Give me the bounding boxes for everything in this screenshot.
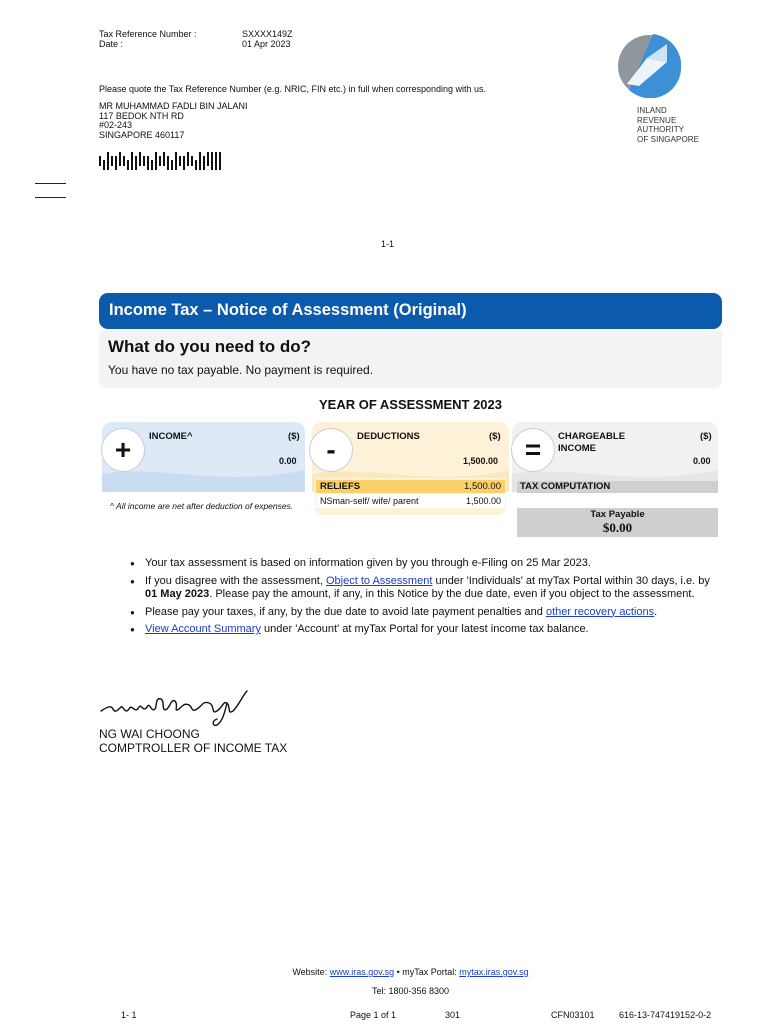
- income-amount: 0.00: [279, 456, 297, 466]
- list-item: [130, 623, 725, 637]
- website-label: Website:: [292, 967, 328, 977]
- mailing-address: [99, 102, 248, 140]
- other-recovery-actions-link[interactable]: other recovery actions: [545, 605, 655, 618]
- chargeable-income-label: [558, 431, 625, 455]
- tax-payable-label: Tax Payable: [590, 509, 645, 520]
- quote-note: Please quote the Tax Reference Number (e.g. NRIC, FIN etc.) in full when corresponding with us.: [99, 84, 487, 94]
- equals-icon: =: [511, 428, 555, 472]
- form-code: CFN03101: [551, 1010, 595, 1020]
- note-text: Your tax assessment is based on information given by you through e-Filing on 25 Mar 2023.: [145, 557, 591, 569]
- deductions-amount: 1,500.00: [463, 456, 499, 466]
- signatory-title: COMPTROLLER OF INCOME TAX: [99, 741, 288, 755]
- income-footnote: ^ All income are net after deduction of expenses.: [110, 501, 294, 511]
- page-reference: 1-1: [381, 239, 395, 249]
- signatory-name: NG WAI CHOONG: [99, 727, 200, 741]
- page-number: Page 1 of 1: [350, 1010, 397, 1020]
- footer-links: [99, 967, 722, 977]
- note-text: If you disagree with the assessment,: [145, 574, 323, 587]
- list-item: [130, 557, 725, 571]
- relief-item: [316, 494, 505, 508]
- deductions-label: DEDUCTIONS: [357, 431, 420, 442]
- footer-telephone: Tel: 1800-356 8300: [371, 986, 450, 996]
- chargeable-unit: ($): [700, 431, 712, 442]
- note-text: .: [654, 605, 658, 618]
- address-line: 117 BEDOK NTH RD: [99, 110, 184, 121]
- income-unit: ($): [288, 431, 300, 442]
- iras-emblem-icon: [617, 34, 681, 98]
- date-label: Date :: [99, 39, 124, 49]
- mytax-portal-link[interactable]: mytax.iras.gov.sg: [459, 967, 529, 977]
- reliefs-total: 1,500.00: [464, 481, 501, 492]
- signature-image: [99, 685, 249, 727]
- signatory: [99, 727, 287, 755]
- reliefs-header: [316, 480, 505, 493]
- plus-icon: +: [101, 428, 145, 472]
- footer-ref: 1- 1: [121, 1010, 137, 1020]
- portal-label: • myTax Portal:: [396, 967, 457, 977]
- address-line: SINGAPORE 460117: [99, 129, 185, 140]
- logo-line: OF SINGAPORE: [637, 134, 700, 144]
- list-item: [130, 606, 725, 620]
- minus-icon: -: [309, 428, 353, 472]
- postal-barcode: [99, 152, 223, 174]
- list-item: [130, 575, 725, 602]
- relief-item-amount: 1,500.00: [465, 496, 501, 506]
- notes-list: [130, 557, 725, 641]
- tax-reference-row: [99, 29, 293, 39]
- fold-mark: [35, 183, 66, 184]
- action-heading: What do you need to do?: [108, 337, 312, 356]
- chargeable-label-line: CHARGEABLE: [558, 431, 626, 442]
- object-to-assessment-link[interactable]: Object to Assessment: [326, 574, 433, 587]
- due-date: 01 May 2023: [145, 588, 210, 600]
- logo-line: AUTHORITY: [637, 125, 685, 134]
- footer-code: 301: [445, 1010, 461, 1020]
- logo-text: [637, 106, 706, 144]
- relief-item-name: NSman-self/ wife/ parent: [320, 496, 419, 506]
- year-of-assessment: YEAR OF ASSESSMENT 2023: [318, 397, 502, 412]
- date-value: 01 Apr 2023: [242, 39, 291, 49]
- document-code: 616-13-747419152-0-2: [619, 1010, 712, 1020]
- reference-block: [99, 29, 293, 49]
- view-account-summary-link[interactable]: View Account Summary: [145, 623, 261, 635]
- note-text: Please pay your taxes, if any, by the due date to avoid late payment penalties and: [145, 605, 543, 618]
- date-row: [99, 39, 293, 49]
- website-link[interactable]: www.iras.gov.sg: [329, 967, 395, 977]
- address-line: MR MUHAMMAD FADLI BIN JALANI: [99, 101, 248, 111]
- deductions-unit: ($): [489, 431, 501, 442]
- reliefs-label: RELIEFS: [320, 481, 361, 492]
- logo-line: INLAND REVENUE: [637, 106, 677, 125]
- tax-payable-box: [517, 508, 718, 537]
- tax-reference-value: SXXXX149Z: [242, 29, 293, 39]
- action-text: You have no tax payable. No payment is required.: [108, 363, 374, 377]
- tax-reference-label: Tax Reference Number :: [99, 29, 197, 39]
- note-text: under 'Account' at myTax Portal for your latest income tax balance.: [264, 623, 589, 635]
- address-line: #02-243: [99, 120, 133, 131]
- income-label: INCOME^: [149, 431, 193, 442]
- note-text: under 'Individuals' at myTax Portal within 30 days, i.e. by: [435, 574, 710, 587]
- action-box: [99, 331, 722, 388]
- note-text: . Please pay the amount, if any, in this Notice by the due date, even if you object to the assessment.: [209, 588, 695, 600]
- chargeable-label-line: INCOME: [558, 443, 596, 454]
- notice-title: Income Tax – Notice of Assessment (Original): [99, 293, 722, 329]
- chargeable-amount: 0.00: [693, 456, 711, 466]
- fold-mark: [35, 197, 66, 198]
- iras-logo: [616, 34, 706, 144]
- tax-payable-amount: $0.00: [602, 520, 633, 535]
- tax-computation-header: TAX COMPUTATION: [517, 481, 718, 493]
